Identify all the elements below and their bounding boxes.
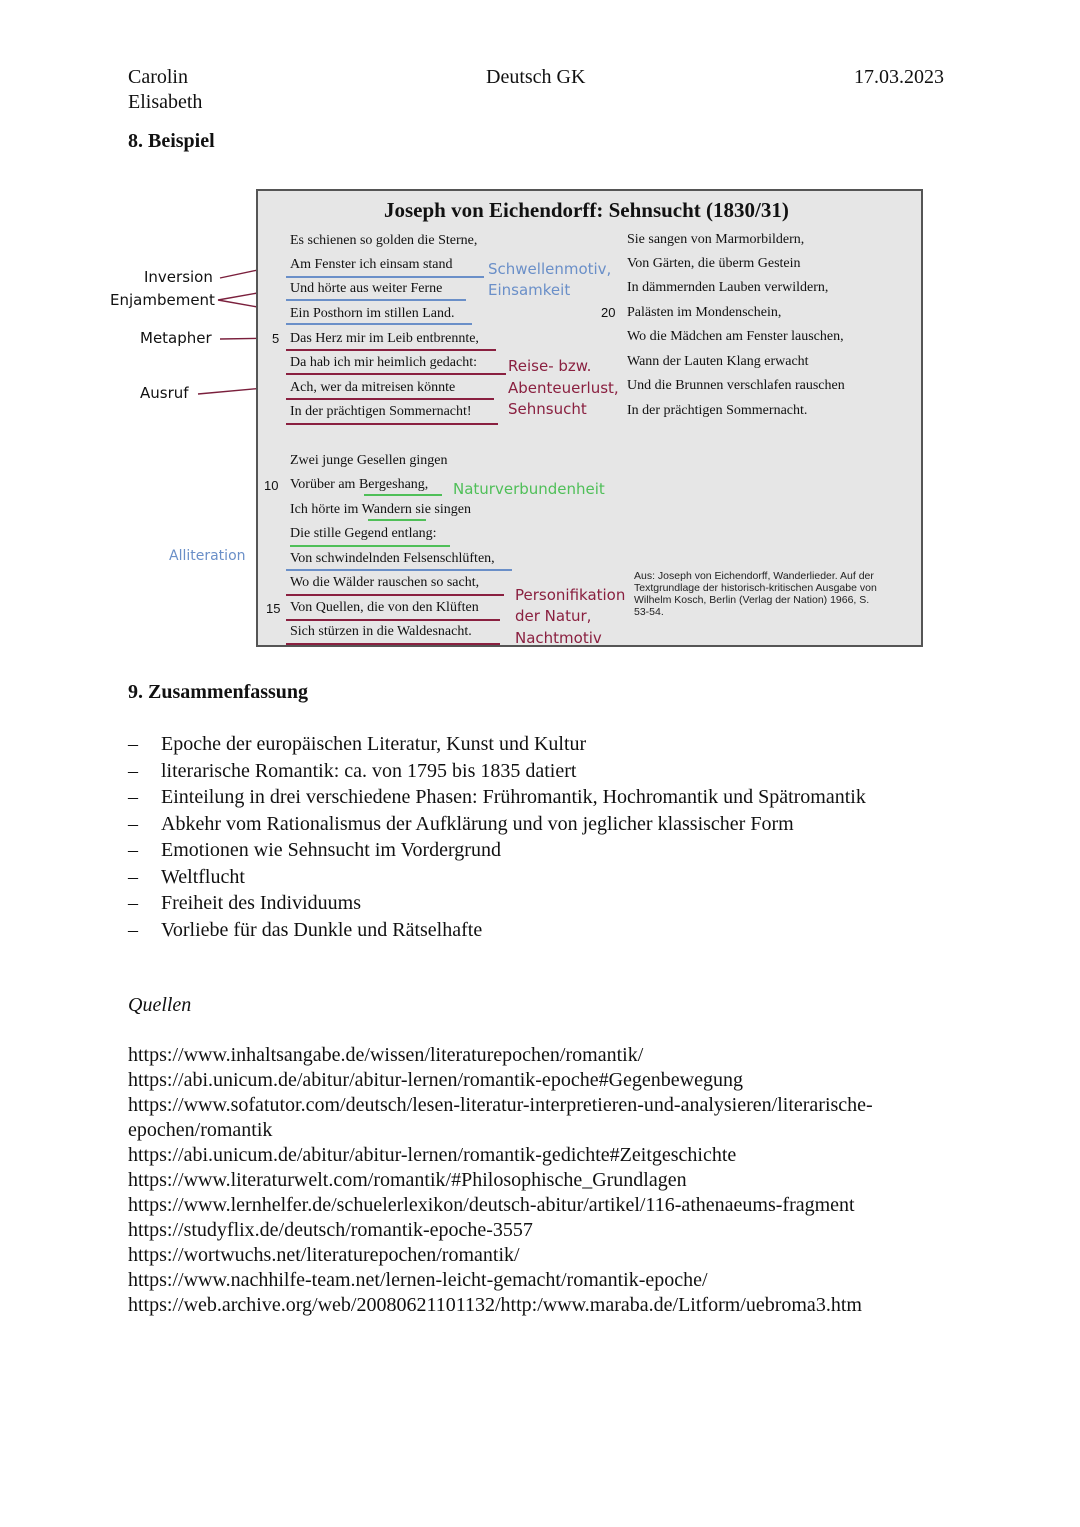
annotation-nachtmotiv: Nachtmotiv (515, 629, 602, 647)
underline-line-2 (286, 276, 484, 278)
list-item: – Epoche der europäischen Literatur, Kunst und Kultur (128, 731, 866, 758)
annotation-einsamkeit: Einsamkeit (488, 281, 571, 299)
poem-line-3: Und hörte aus weiter Ferne (290, 281, 443, 296)
underline-line-15 (286, 619, 500, 621)
line-number-20: 20 (601, 305, 616, 320)
sources-heading: Quellen (128, 994, 192, 1016)
underline-line-5 (286, 349, 496, 351)
annotation-schwellenmotiv: Schwellenmotiv, (488, 260, 612, 278)
annotation-naturverbundenheit: Naturverbundenheit (453, 480, 605, 498)
poem-line-16: Sich stürzen in die Waldesnacht. (290, 624, 472, 639)
poem-line-5: Das Herz mir im Leib entbrennte, (290, 331, 479, 346)
annotation-personifikation: Personifikation (515, 586, 626, 604)
poem-line-19: In dämmernden Lauben verwildern, (627, 280, 829, 295)
underline-line-6 (286, 373, 506, 375)
poem-line-8: In der prächtigen Sommernacht! (290, 404, 472, 419)
poem-line-18: Von Gärten, die überm Gestein (627, 256, 801, 271)
poem-line-22: Wann der Lauten Klang erwacht (627, 354, 809, 369)
poem-line-2: Am Fenster ich einsam stand (290, 257, 453, 272)
poem-line-6: Da hab ich mir heimlich gedacht: (290, 355, 477, 370)
poem-line-7: Ach, wer da mitreisen könnte (290, 380, 456, 395)
annotation-ausruf: Ausruf (140, 384, 189, 402)
source-link[interactable]: https://www.sofatutor.com/deutsch/lesen-literatur-interpretieren-und-analysieren/literarische- (128, 1094, 873, 1116)
list-item: – Einteilung in drei verschiedene Phasen: Frühromantik, Hochromantik und Spätromantik (128, 784, 866, 811)
list-item: – Weltflucht (128, 864, 866, 891)
annotation-sehnsucht: Sehnsucht (508, 400, 587, 418)
annotation-alliteration: Alliteration (169, 548, 246, 564)
underline-line-8 (286, 423, 498, 425)
underline-line-16 (286, 643, 500, 645)
poem-line-17: Sie sangen von Marmorbildern, (627, 232, 805, 247)
source-link-continuation[interactable]: epochen/romantik (128, 1119, 273, 1141)
poem-line-13: Von schwindelnden Felsenschlüften, (290, 551, 495, 566)
poem-line-4: Ein Posthorn im stillen Land. (290, 306, 455, 321)
poem-line-11: Ich hörte im Wandern sie singen (290, 502, 471, 517)
source-link[interactable]: https://studyflix.de/deutsch/romantik-epoche-3557 (128, 1219, 533, 1241)
list-item: – Freiheit des Individuums (128, 890, 866, 917)
poem-title: Joseph von Eichendorff: Sehnsucht (1830/31) (384, 198, 789, 222)
annotation-inversion: Inversion (144, 268, 213, 286)
source-link[interactable]: https://abi.unicum.de/abitur/abitur-lernen/romantik-gedichte#Zeitgeschichte (128, 1144, 737, 1166)
annotation-metapher: Metapher (140, 329, 212, 347)
source-link[interactable]: https://web.archive.org/web/20080621101132/http:/www.maraba.de/Litform/uebroma3.htm (128, 1294, 862, 1316)
underline-line-3 (286, 299, 466, 301)
underline-bergeshang (364, 494, 442, 496)
poem-line-9: Zwei junge Gesellen gingen (290, 453, 448, 468)
poem-box (256, 189, 923, 647)
poem-line-1: Es schienen so golden die Sterne, (290, 233, 478, 248)
line-number-15: 15 (266, 601, 281, 616)
list-item: – Emotionen wie Sehnsucht im Vordergrund (128, 837, 866, 864)
underline-gegend (290, 545, 450, 547)
poem-line-10: Vorüber am Bergeshang, (290, 477, 429, 492)
document-date: 17.03.2023 (854, 66, 944, 88)
author-first-name: Carolin (128, 66, 188, 88)
underline-line-7 (286, 398, 494, 400)
poem-line-14: Wo die Wälder rauschen so sacht, (290, 575, 480, 590)
line-number-10: 10 (264, 478, 279, 493)
author-second-name: Elisabeth (128, 91, 203, 113)
section-9-heading: 9. Zusammenfassung (128, 681, 309, 703)
source-link[interactable]: https://www.literaturwelt.com/romantik/#Philosophische_Grundlagen (128, 1169, 687, 1191)
source-link[interactable]: https://abi.unicum.de/abitur/abitur-lernen/romantik-epoche#Gegenbewegung (128, 1069, 743, 1091)
annotation-der-natur: der Natur, (515, 607, 592, 625)
underline-line-4 (286, 323, 472, 325)
list-item: – Vorliebe für das Dunkle und Rätselhafte (128, 917, 866, 944)
annotation-enjambement: Enjambement (110, 291, 215, 309)
source-link[interactable]: https://www.nachhilfe-team.net/lernen-leicht-gemacht/romantik-epoche/ (128, 1269, 708, 1291)
annotation-reise: Reise- bzw. (508, 357, 592, 375)
source-link[interactable]: https://www.inhaltsangabe.de/wissen/literaturepochen/romantik/ (128, 1044, 644, 1066)
poem-line-12: Die stille Gegend entlang: (290, 526, 437, 541)
line-number-5: 5 (272, 331, 280, 346)
underline-line-13 (286, 569, 512, 571)
source-link[interactable]: https://www.lernhelfer.de/schuelerlexikon/deutsch-abitur/artikel/116-athenaeums-fragment (128, 1194, 855, 1216)
underline-line-14 (286, 594, 504, 596)
poem-source-note: Aus: Joseph von Eichendorff, Wanderlieder. Auf der Textgrundlage der historisch-kritischen Ausgabe von Wilhelm Kosch, Berlin (Verlag der Nation) 1966, S. 53-54. (634, 570, 877, 618)
poem-line-23: Und die Brunnen verschlafen rauschen (627, 378, 845, 393)
poem-line-15: Von Quellen, die von den Klüften (290, 600, 479, 615)
poem-line-24: In der prächtigen Sommernacht. (627, 403, 808, 418)
source-link[interactable]: https://wortwuchs.net/literaturepochen/romantik/ (128, 1244, 520, 1266)
course-title: Deutsch GK (486, 66, 586, 88)
poem-line-20: Palästen im Mondenschein, (627, 305, 782, 320)
list-item: – literarische Romantik: ca. von 1795 bis 1835 datiert (128, 758, 866, 785)
source-links (128, 1043, 873, 1318)
list-item: – Abkehr vom Rationalismus der Aufklärung und von jeglicher klassischer Form (128, 811, 866, 838)
poem-line-21: Wo die Mädchen am Fenster lauschen, (627, 329, 844, 344)
annotation-abenteuerlust: Abenteuerlust, (508, 379, 619, 397)
section-8-heading: 8. Beispiel (128, 130, 215, 152)
summary-list (128, 731, 866, 943)
underline-wandern (368, 519, 426, 521)
